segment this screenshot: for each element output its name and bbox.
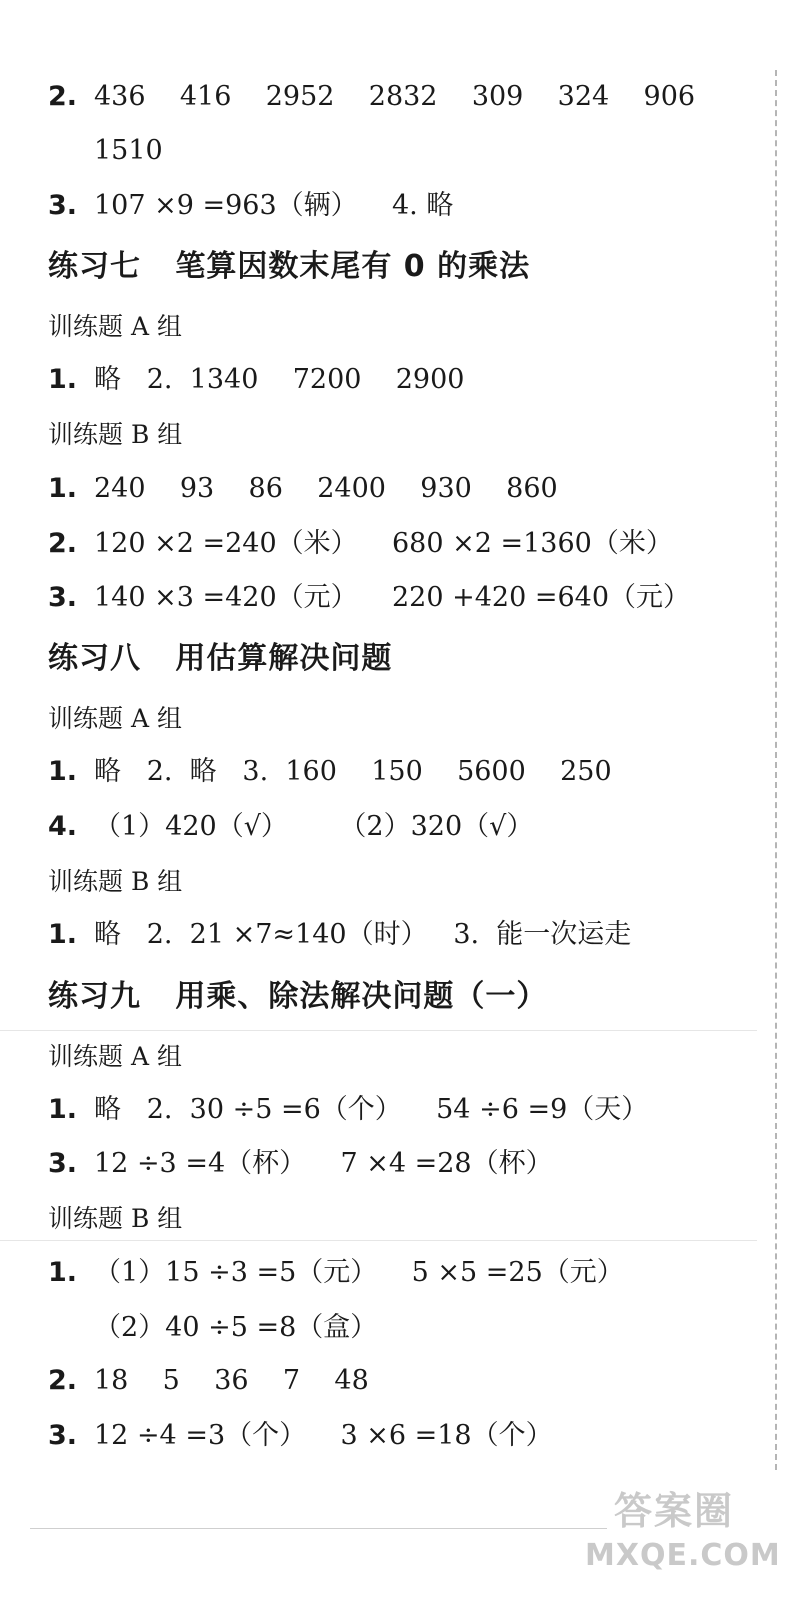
- answer-line: [48, 1419, 553, 1453]
- item-number: 4.: [48, 811, 78, 842]
- item-text: 240 93 86 2400 930 860: [94, 473, 558, 504]
- watermark-url: MXQE.COM: [585, 1538, 781, 1573]
- item-text: （1）420（√） （2）320（√）: [94, 811, 534, 842]
- answer-line: [48, 363, 464, 397]
- item-text: 略 2. 略 3. 160 150 5600 250: [94, 756, 612, 787]
- group-label: 训练题 B 组: [48, 867, 183, 896]
- item-text: 1510: [94, 135, 163, 166]
- item-number: 2.: [48, 1365, 78, 1396]
- answer-line: [48, 134, 163, 168]
- answer-line: [48, 755, 612, 789]
- answer-line: [48, 1147, 553, 1181]
- item-number: 3.: [48, 1148, 78, 1179]
- section-heading: 练习九 用乘、除法解决问题（一）: [48, 979, 548, 1014]
- watermark-logo: [585, 1486, 781, 1586]
- item-text: 140 ×3 =420（元） 220 +420 =640（元）: [94, 582, 691, 613]
- group-label: 训练题 A 组: [48, 1042, 182, 1071]
- answer-line: [48, 810, 533, 844]
- bottom-rule: [30, 1528, 607, 1529]
- item-number: 3.: [48, 190, 78, 221]
- answer-line: [48, 80, 695, 114]
- answer-line: [48, 472, 558, 506]
- group-label: 训练题 B 组: [48, 420, 183, 449]
- item-number: 2.: [48, 81, 78, 112]
- page-fold-line: [0, 1240, 757, 1241]
- item-number: 1.: [48, 1257, 78, 1288]
- answer-line: [48, 1364, 369, 1398]
- item-text: （1）15 ÷3 =5（元） 5 ×5 =25（元）: [94, 1257, 624, 1288]
- watermark-title: 答案圈: [613, 1489, 734, 1533]
- section-heading: 练习七 笔算因数末尾有 0 的乘法: [48, 249, 531, 284]
- group-label: 训练题 A 组: [48, 312, 182, 341]
- item-text: 120 ×2 =240（米） 680 ×2 =1360（米）: [94, 528, 673, 559]
- item-text: （2）40 ÷5 =8（盒）: [94, 1312, 378, 1343]
- item-text: 436 416 2952 2832 309 324 906: [94, 81, 696, 112]
- answer-line: [48, 1311, 377, 1345]
- page-edge-dashed-line: [775, 70, 777, 1470]
- item-number: 1.: [48, 473, 78, 504]
- item-text: 12 ÷4 =3（个） 3 ×6 =18（个）: [94, 1420, 553, 1451]
- answer-line: [48, 918, 631, 952]
- item-number: 1.: [48, 919, 78, 950]
- answer-line: [48, 527, 673, 561]
- answer-line: [48, 189, 453, 223]
- item-text: 略 2. 30 ÷5 =6（个） 54 ÷6 =9（天）: [94, 1094, 649, 1125]
- group-label: 训练题 B 组: [48, 1204, 183, 1233]
- item-text: 18 5 36 7 48: [94, 1365, 369, 1396]
- answer-line: [48, 1093, 648, 1127]
- section-heading: 练习八 用估算解决问题: [48, 641, 393, 676]
- item-number: 2.: [48, 528, 78, 559]
- item-number: 1.: [48, 1094, 78, 1125]
- item-number: 1.: [48, 756, 78, 787]
- item-number: 3.: [48, 582, 78, 613]
- item-text: 略 2. 1340 7200 2900: [94, 364, 465, 395]
- answer-line: [48, 1256, 624, 1290]
- item-text: 略 2. 21 ×7≈140（时） 3. 能一次运走: [94, 919, 632, 950]
- answer-line: [48, 581, 690, 615]
- group-label: 训练题 A 组: [48, 704, 182, 733]
- item-text: 12 ÷3 =4（杯） 7 ×4 =28（杯）: [94, 1148, 553, 1179]
- item-text: 107 ×9 =963（辆） 4. 略: [94, 190, 454, 221]
- page-fold-line: [0, 1030, 757, 1031]
- item-number: 1.: [48, 364, 78, 395]
- item-number: 3.: [48, 1420, 78, 1451]
